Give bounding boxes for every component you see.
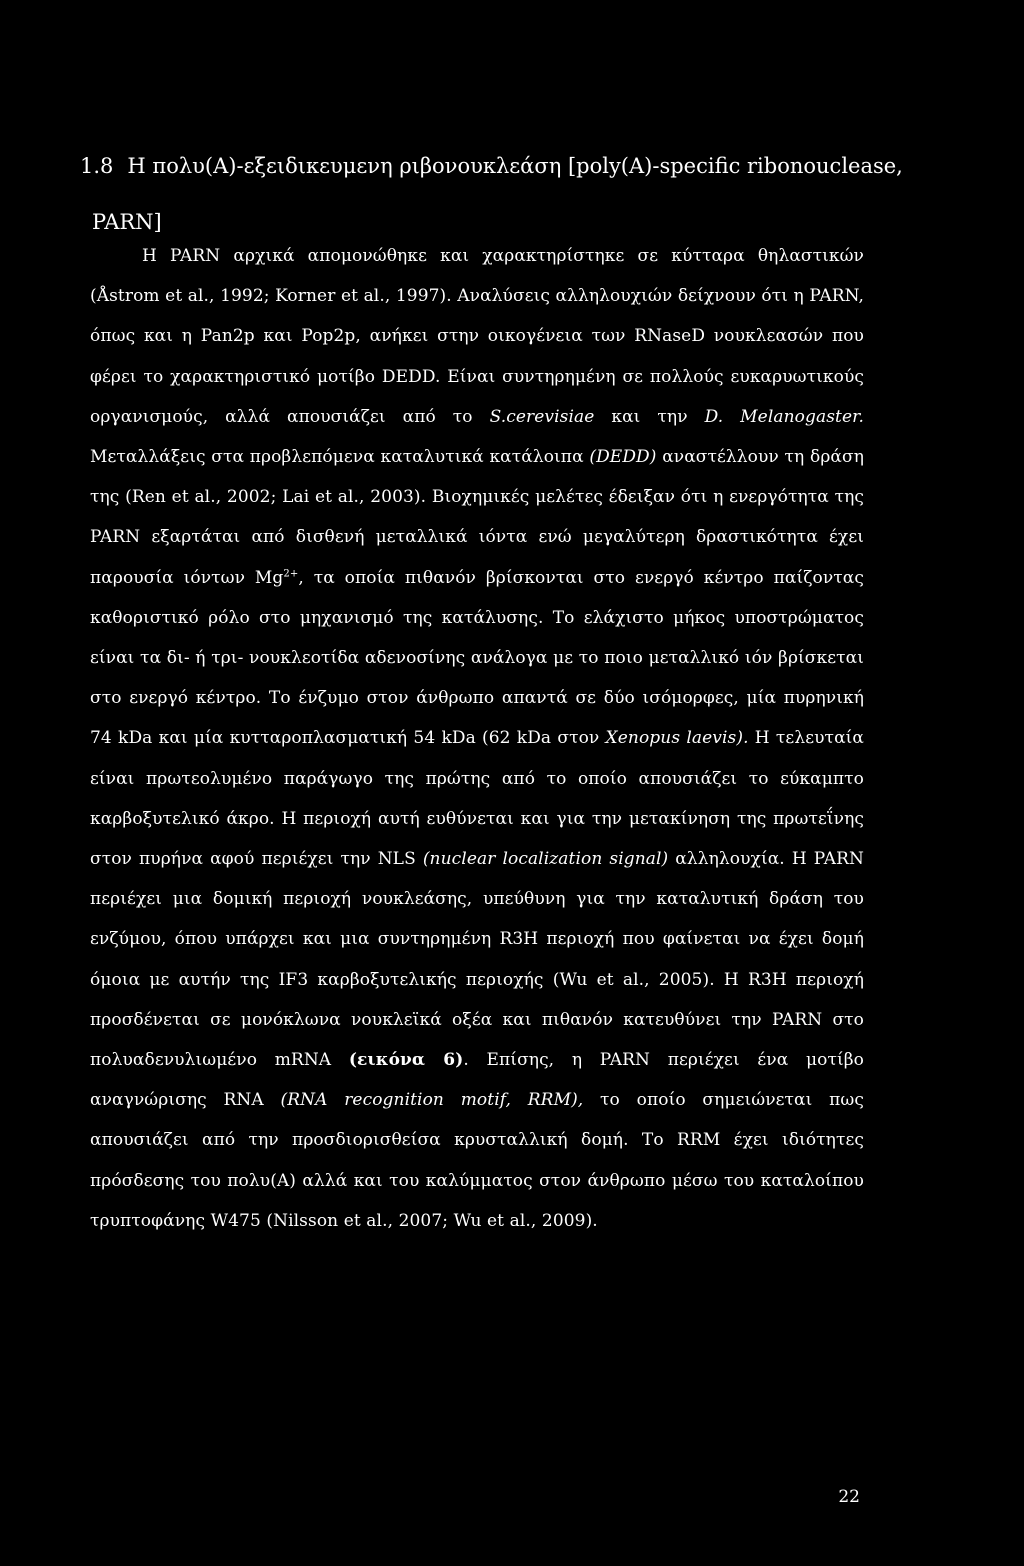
text-run: Η τελευταία είναι πρωτεολυμένο παράγωγο της πρώτης από το οποίο απουσιάζει το εύκαμπτο καρβοξυτελικό άκρο. Η περιοχή αυτή ευθύνεται και για την μετακίνηση της πρωτεΐνης στον πυρήνα αφού περιέχει την NLS xyxy=(90,728,864,870)
text-run: . Επίσης, η PARN περιέχει ένα μοτίβο αναγνώρισης RNA xyxy=(90,1050,864,1111)
text-run: και την xyxy=(594,406,705,427)
section-number: 1.8 xyxy=(80,154,114,178)
section-title: Η πολυ(Α)-εξειδικευμενη ριβονουκλεάση [poly(A)-specific ribonouclease, PARN] xyxy=(92,154,903,234)
page-number: 22 xyxy=(838,1487,860,1507)
superscript: 2+ xyxy=(283,567,299,579)
species-name: S.cerevisiae xyxy=(489,406,595,427)
text-run: αλληλουχία. Η PARN περιέχει μια δομική περιοχή νουκλεάσης, υπεύθυνη για την καταλυτική δράση του ενζύμου, όπου υπάρχει και μια συντηρημένη R3H περιοχή που φαίνεται να έχει δομή όμοια με αυτήν της IF3 καρβοξυτελικής περιοχής (Wu et al., 2005). Η R3H περιοχή προσδένεται σε μονόκλωνα νουκλεϊκά οξέα και πιθανόν κατευθύνει την PARN στο πολυαδενυλιωμένο mRNA xyxy=(90,849,864,1071)
term-italic: (RNA recognition motif, RRM), xyxy=(280,1090,584,1111)
term-italic: (nuclear localization signal) xyxy=(422,849,669,870)
motif-name: (DEDD) xyxy=(589,447,657,468)
species-name: D. Melanogaster. xyxy=(704,406,864,427)
text-run: Η PARN αρχικά απομονώθηκε και χαρακτηρίστηκε σε κύτταρα θηλαστικών (Åstrom et al., 1992; Korner et al., 1997). Αναλύσεις αλληλουχιών δείχνουν ότι η PARN, όπως και η Pan2p και Pop2p, ανήκει στην οικογένεια των RNaseD νουκλεασών που φέρει το χαρακτηριστικό μοτίβο DEDD. Είναι συντηρημένη σε πολλούς ευκαρυωτικούς οργανισμούς, αλλά απουσιάζει από το xyxy=(90,246,864,427)
text-run: Μεταλλάξεις στα προβλεπόμενα καταλυτικά κατάλοιπα xyxy=(90,447,590,468)
figure-reference: (εικόνα 6) xyxy=(348,1050,464,1071)
text-run: το οποίο σημειώνεται πως απουσιάζει από την προσδιορισθείσα κρυσταλλική δομή. Το RRM έχει ιδιότητες πρόσδεσης του πολυ(Α) αλλά και του καλύμματος στον άνθρωπο μέσω του καταλοίπου τρυπτοφάνης W475 (Nilsson et al., 2007; Wu et al., 2009). xyxy=(90,1090,864,1231)
text-run: , τα οποία πιθανόν βρίσκονται στο ενεργό κέντρο παίζοντας καθοριστικό ρόλο στο μηχανισμό της κατάλυσης. Το ελάχιστο μήκος υποστρώματος είναι τα δι- ή τρι- νουκλεοτίδα αδενοσίνης ανάλογα με το ποιο μεταλλικό ιόν βρίσκεται στο ενεργό κέντρο. Το ένζυμο στον άνθρωπο απαντά σε δύο ισόμορφες, μία πυρηνική 74 kDa και μία κυτταροπλασματική 54 kDa (62 kDa στον xyxy=(90,567,865,749)
species-name: Xenopus laevis). xyxy=(605,728,749,749)
body-paragraph xyxy=(90,236,864,1241)
section-heading xyxy=(80,138,972,250)
text-run: αναστέλλουν τη δράση της (Ren et al., 2002; Lai et al., 2003). Βιοχημικές μελέτες έδειξαν ότι η ενεργότητα της PARN εξαρτάται από δισθενή μεταλλικά ιόντα ενώ μεγαλύτερη δραστικότητα έχει παρουσία ιόντων Mg xyxy=(90,447,864,588)
